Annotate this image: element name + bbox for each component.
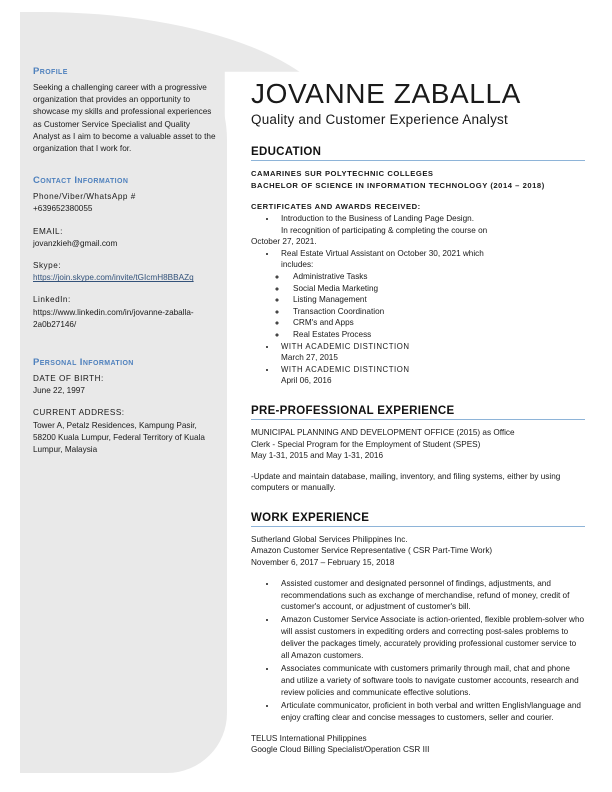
profile-body: Seeking a challenging career with a progressive organization that provides an opportunity to showcase my skills and professional experiences as Customer Service Specialist and Quality Analyst as I aim to become a valuable asset to the organization that I work for. <box>33 83 216 154</box>
profile-section <box>33 66 216 155</box>
contact-section <box>33 175 216 331</box>
address-value: Tower A, Petalz Residences, Kampung Pasir, 58200 Kuala Lumpur, Federal Territory of Kuala Lumpur, Malaysia <box>33 420 205 455</box>
personal-heading: Personal Information <box>33 357 134 369</box>
pre-professional-section <box>251 405 585 494</box>
profile-heading: Profile <box>33 66 68 77</box>
list-item: • Assisted customer and designated personnel of findings, adjustments, and recommendations such as exchange of merchandise, refund of money, credit of customer's account, or adjustment of customer's bill. <box>277 578 585 614</box>
list-item: • Real Estate Virtual Assistant on October 30, 2021 which <box>277 248 585 260</box>
job-subtitle: Quality and Customer Experience Analyst <box>251 112 508 127</box>
cert1-line3: October 27, 2021. <box>251 237 317 247</box>
list-item: ◦ Transaction Coordination <box>287 306 585 318</box>
dob-label: DATE OF BIRTH: <box>33 374 104 384</box>
section-divider <box>251 526 585 527</box>
work-title: WORK EXPERIENCE <box>251 511 370 524</box>
phone-label: Phone/Viber/WhatsApp # <box>33 192 136 202</box>
certificates-label: CERTIFICATES AND AWARDS RECEIVED: <box>251 202 421 211</box>
personal-section <box>33 357 216 456</box>
spacer <box>33 341 216 357</box>
main-content <box>251 78 585 756</box>
award1-date: March 27, 2015 <box>281 353 338 363</box>
dob-value: June 22, 1997 <box>33 386 85 396</box>
award2-date: April 06, 2016 <box>281 376 332 386</box>
list-item: • Articulate communicator, proficient in both verbal and written English/language and enjoy crafting clear and concise messages to customers, seller and courier. <box>277 700 585 724</box>
certificates-list-2 <box>251 248 585 260</box>
linkedin-label: LinkedIn: <box>33 295 71 305</box>
certificate-subitems <box>251 271 585 341</box>
education-degree: BACHELOR OF SCIENCE IN INFORMATION TECHNOLOGY (2014 – 2018) <box>251 181 545 190</box>
job2-company: TELUS International Philippines <box>251 733 367 743</box>
education-section <box>251 146 585 387</box>
sidebar <box>33 66 216 466</box>
certificates-list <box>251 213 585 225</box>
list-item: ◦ CRM's and Apps <box>287 317 585 329</box>
contact-heading: Contact Information <box>33 175 129 187</box>
section-divider <box>251 160 585 161</box>
pre-professional-dates: May 1-31, 2015 and May 1-31, 2016 <box>251 451 383 461</box>
awards-list <box>251 341 585 353</box>
job1-company: Sutherland Global Services Philippines Inc. <box>251 534 408 544</box>
section-divider <box>251 419 585 420</box>
job1-bullets <box>251 578 585 724</box>
awards-list-2 <box>251 364 585 376</box>
cert2-line2: includes: <box>281 260 314 270</box>
education-title: EDUCATION <box>251 146 322 158</box>
linkedin-value[interactable]: https://www.linkedin.com/in/jovanne-zaballa-2a0b27146/ <box>33 307 194 329</box>
education-school: CAMARINES SUR POLYTECHNIC COLLEGES <box>251 169 434 178</box>
pre-professional-title: PRE-PROFESSIONAL EXPERIENCE <box>251 404 455 417</box>
phone-value: +639652380055 <box>33 204 93 214</box>
skype-link[interactable]: https://join.skype.com/invite/tGIcmH8BBAZq <box>33 273 194 283</box>
list-item: • Amazon Customer Service Associate is action-oriented, flexible problem-solver who will assist customers in expediting orders and correcting post-sales problems to deliver the packages timely, accurately providing professional customer service to all Amazon customers. <box>277 614 585 662</box>
list-item: • WITH ACADEMIC DISTINCTION <box>277 364 585 376</box>
pre-professional-org-line1: MUNICIPAL PLANNING AND DEVELOPMENT OFFICE (2015) as Office <box>251 427 515 437</box>
email-value: jovanzkieh@gmail.com <box>33 238 118 248</box>
job2-role: Google Cloud Billing Specialist/Operation CSR III <box>251 745 430 755</box>
pre-professional-org-line2: Clerk - Special Program for the Employment of Student (SPES) <box>251 439 481 449</box>
page-title: JOVANNE ZABALLA <box>251 78 521 109</box>
list-item: ◦ Listing Management <box>287 294 585 306</box>
list-item: ◦ Real Estates Process <box>287 329 585 341</box>
cert1-line2: In recognition of participating & completing the course on <box>281 225 488 235</box>
job1-dates: November 6, 2017 – February 15, 2018 <box>251 558 395 568</box>
list-item: • Introduction to the Business of Landing Page Design. <box>277 213 585 225</box>
job1-role: Amazon Customer Service Representative ( CSR Part-Time Work) <box>251 546 493 556</box>
skype-label: Skype: <box>33 261 62 271</box>
email-label: EMAIL: <box>33 226 63 236</box>
list-item: • WITH ACADEMIC DISTINCTION <box>277 341 585 353</box>
address-label: CURRENT ADDRESS: <box>33 408 125 418</box>
list-item: ◦ Social Media Marketing <box>287 283 585 295</box>
list-item: • Associates communicate with customers primarily through mail, chat and phone and utilize a variety of software tools to navigate customer accounts, research and review policies and communicate effective solutions. <box>277 663 585 699</box>
list-item: ◦ Administrative Tasks <box>287 271 585 283</box>
work-section <box>251 512 585 756</box>
pre-professional-duty: -Update and maintain database, mailing, inventory, and filing systems, either by using computers or manually. <box>251 471 561 493</box>
